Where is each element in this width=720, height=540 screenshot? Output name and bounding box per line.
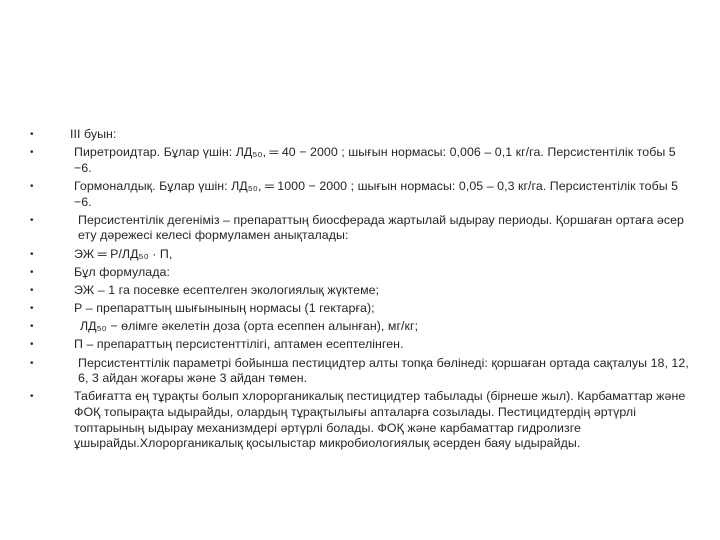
list-item-text: Р – препараттың шығынының нормасы (1 гектарға); [74,301,375,316]
bullet-icon: • [30,147,34,159]
list-item [26,247,696,263]
bullet-icon: • [30,266,34,278]
bullet-icon: • [30,284,34,296]
bullet-icon: • [30,339,34,351]
list-item [26,301,696,317]
list-item-text: Табиғатта ең тұрақты болып хлорорганикалық пестицидтер табылады (бірнеше жыл). Карбаматтар және ФОҚ топырақта ыдырайды, олардың тұрақтылығы апталарға созылады. Пестицидтердің әртүрлі топтарының ыдырау механизмдері әртүрлі болады. ФОҚ және карбаматтар гидролизге ұшырайды.Хлорорганикалық қосылыстар микробиологиялық әсерден баяу ыдырайды. [74,389,686,451]
bullet-icon: • [30,129,34,140]
list-item [26,213,696,244]
list-item [26,179,696,210]
list-item [26,265,696,281]
bullet-list [26,127,696,454]
list-item [26,145,696,176]
list-item [26,337,696,353]
list-item-text: Гормоналдық. Бұлар үшін: ЛД₅₀, ═ 1000 − 2000 ; шығын нормасы: 0,05 – 0,3 кг/га. Персистентілік тобы 5 −6. [74,178,679,209]
list-item-text: ЭЖ – 1 га посевке есептелген экологиялық жүктеме; [74,282,380,297]
bullet-icon: • [30,357,34,369]
list-item-text: ЛД₅₀ − өлімге әкелетін доза (орта есеппен алынған), мг/кг; [80,319,419,334]
list-item-text: Пиретроидтар. Бұлар үшін: ЛД₅₀, ═ 40 − 2000 ; шығын нормасы: 0,006 – 0,1 кг/га. Персистентілік тобы 5 −6. [74,145,676,175]
bullet-icon: • [30,321,34,333]
list-item [26,319,696,335]
bullet-icon: • [30,303,34,315]
list-item [26,389,696,451]
bullet-icon: • [30,214,34,226]
list-item [26,356,696,387]
list-item-text: Персистентілік дегеніміз – препараттың биосферада жартылай ыдырау периоды. Қоршаған ортаға әсер ету дәрежесі келесі формуламен анықталады: [78,212,684,243]
list-item-text: Персистенттілік параметрі бойынша пестицидтер алты топқа бөлінеді: қоршаған ортада сақталуы 18, 12, 6, 3 айдан жоғары және 3 айдан төмен. [78,355,689,386]
list-item-text: Бұл формулада: [74,264,170,279]
bullet-icon: • [30,391,34,403]
bullet-icon: • [30,180,34,192]
bullet-icon: • [30,248,34,260]
list-item-text: ЭЖ ═ Р/ЛД₅₀ · П, [74,246,173,261]
list-item-text: П – препараттың персистенттілігі, аптамен есептелінген. [74,337,404,352]
list-item [26,127,696,143]
list-item-text: III буын: [70,127,117,141]
list-item [26,283,696,299]
